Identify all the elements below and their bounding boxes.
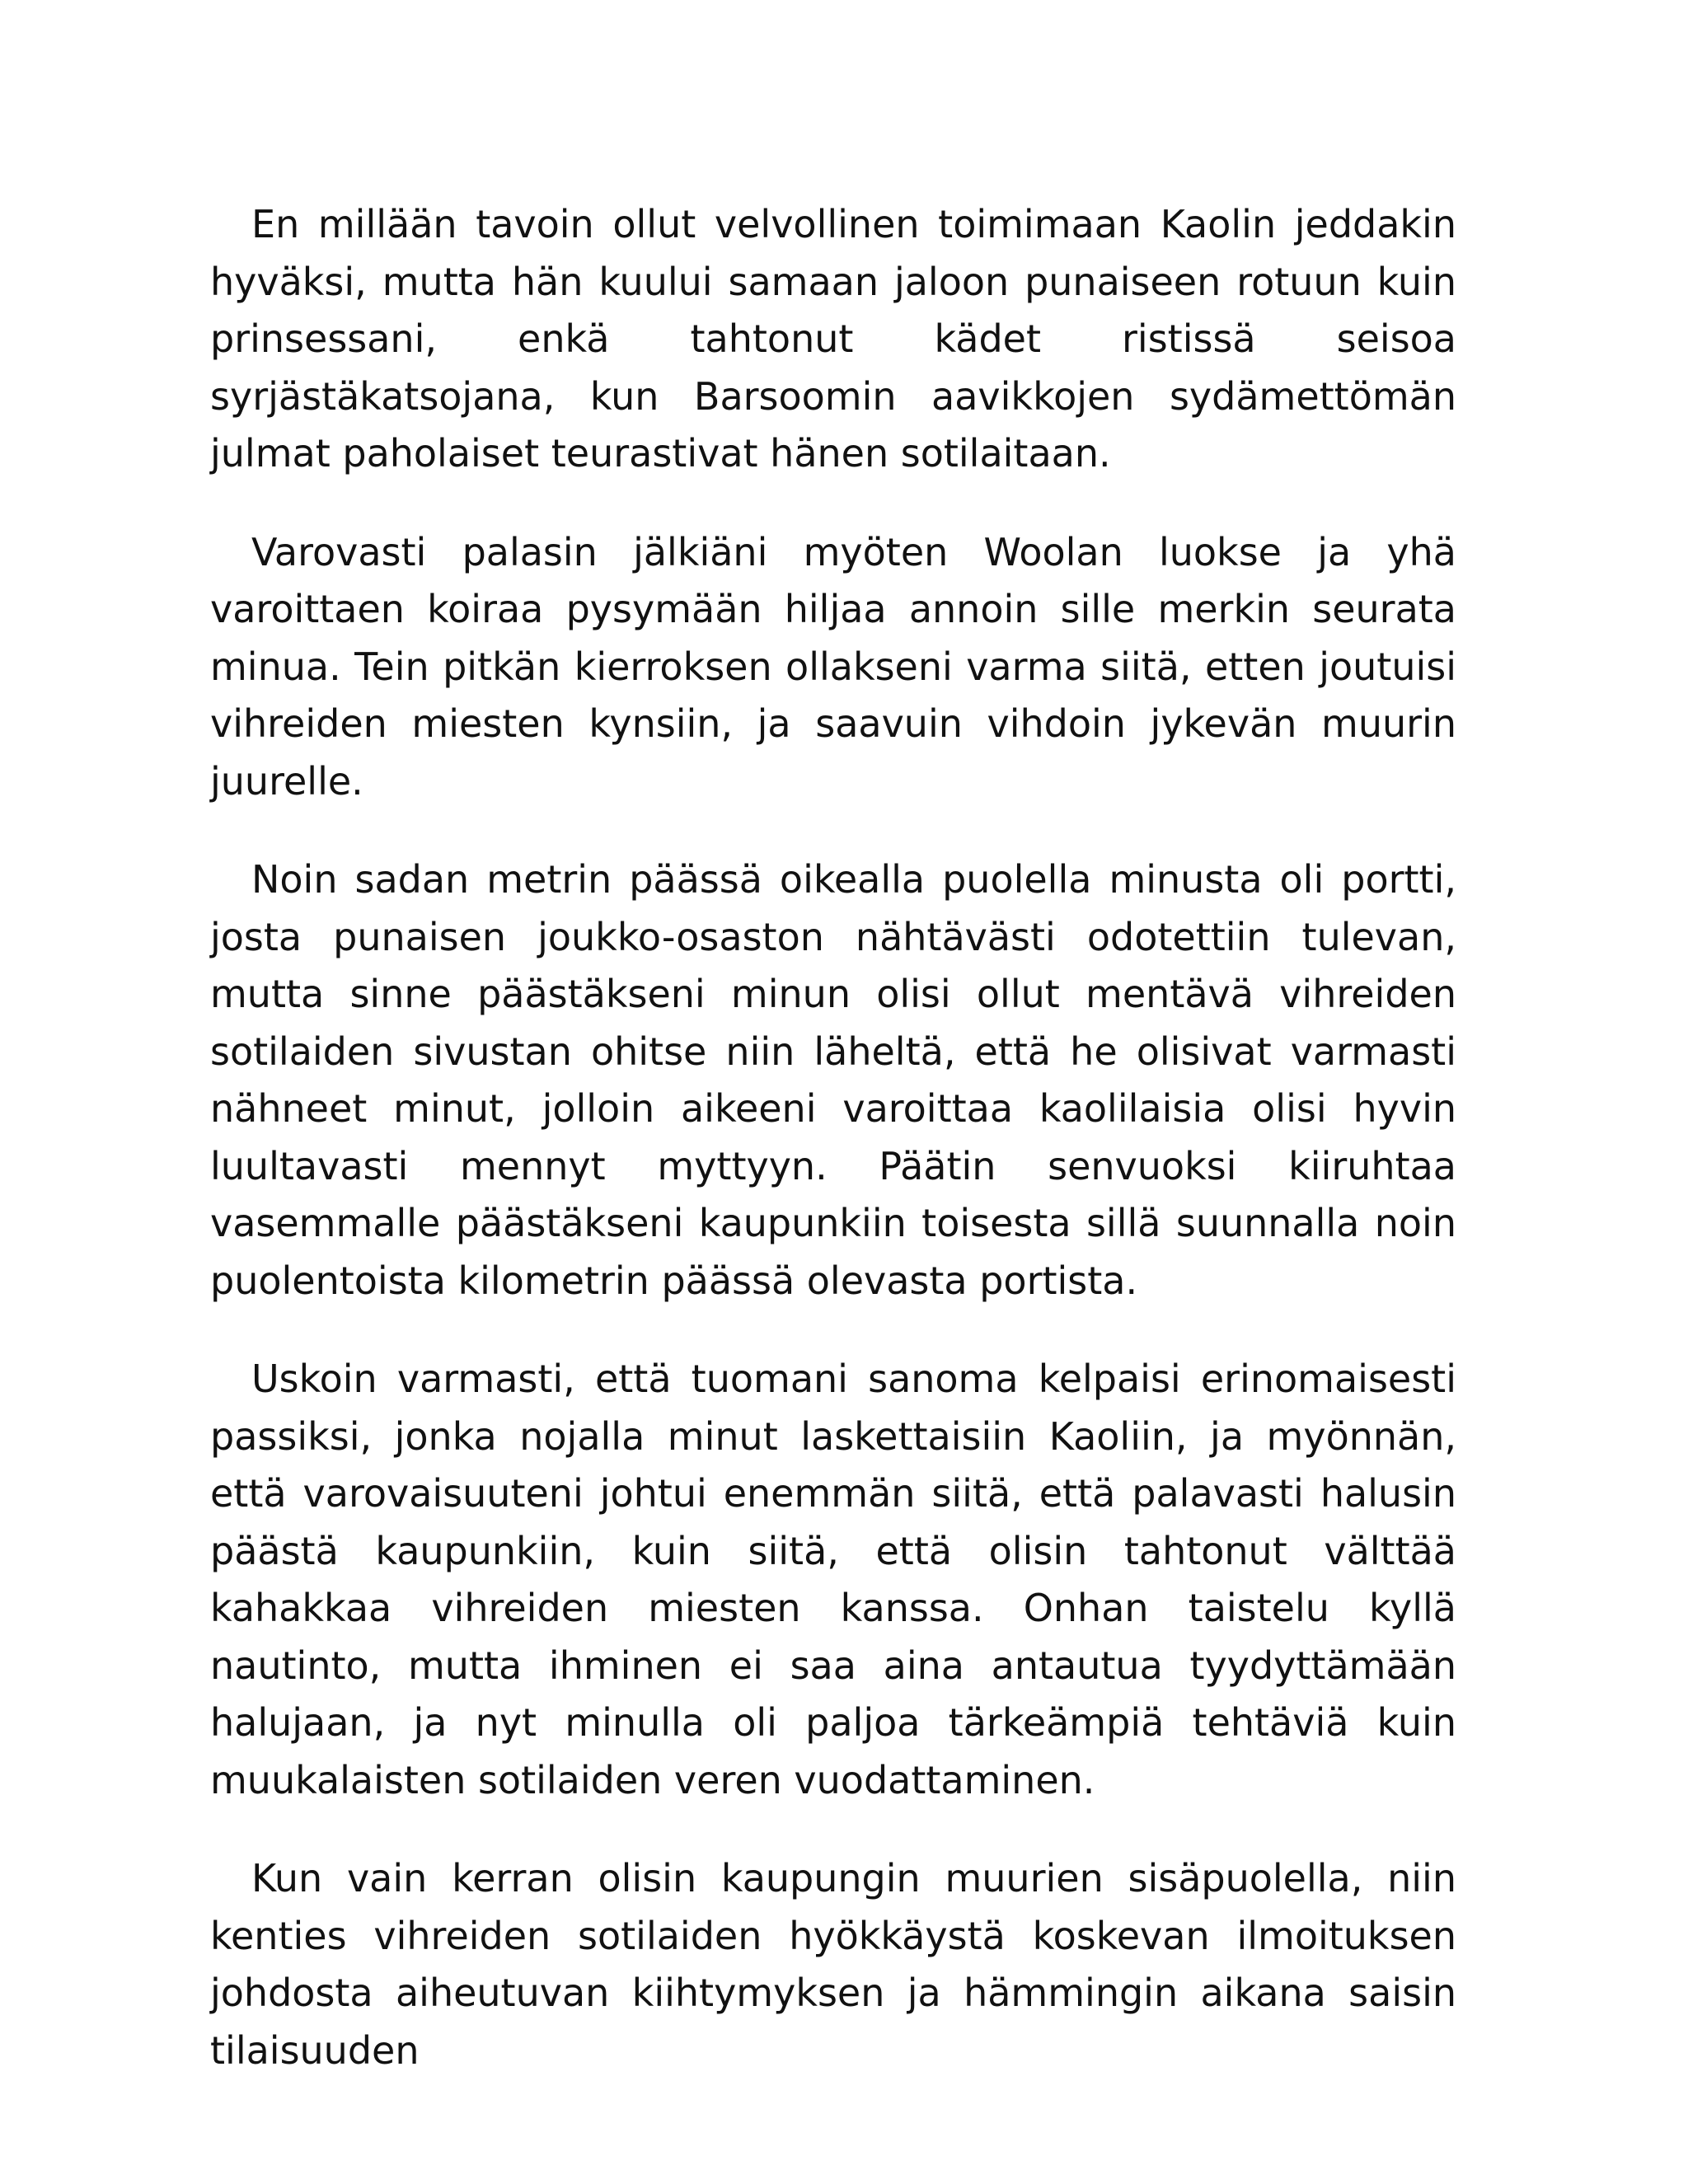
paragraph-2: Varovasti palasin jälkiäni myöten Woolan luokse ja yhä varoittaen koiraa pysymään hiljaa annoin sille merkin seurata minua. Tein pitkän kierroksen ollakseni varma siitä, etten joutuisi vihreiden miesten kynsiin, ja saavuin vihdoin jykevän muurin juurelle. [210,529,1456,804]
paragraph-5: Kun vain kerran olisin kaupungin muurien sisäpuolella, niin kenties vihreiden sotilaiden hyökkäystä koskevan ilmoituksen johdosta aiheutuvan kiihtymyksen ja hämmingin aikana saisin tilaisuuden [210,1856,1456,2073]
text-body [210,196,1456,2121]
paragraph-4: Uskoin varmasti, että tuomani sanoma kelpaisi erinomaisesti passiksi, jonka nojalla minut laskettaisiin Kaoliin, ja myönnän, että varovaisuuteni johtui enemmän siitä, että palavasti halusin päästä kaupunkiin, kuin siitä, että olisin tahtonut välttää kahakkaa vihreiden miesten kanssa. Onhan taistelu kyllä nautinto, mutta ihminen ei saa aina antautua tyydyttämään halujaan, ja nyt minulla oli paljoa tärkeämpiä tehtäviä kuin muukalaisten sotilaiden veren vuodattaminen. [210,1357,1456,1802]
paragraph-3: Noin sadan metrin päässä oikealla puolella minusta oli portti, josta punaisen joukko-osaston nähtävästi odotettiin tulevan, mutta sinne päästäkseni minun olisi ollut mentävä vihreiden sotilaiden sivustan ohitse niin läheltä, että he olisivat varmasti nähneet minut, jolloin aikeeni varoittaa kaolilaisia olisi hyvin luultavasti mennyt myttyyn. Päätin senvuoksi kiiruhtaa vasemmalle päästäkseni kaupunkiin toisesta sillä suunnalla noin puolentoista kilometrin päässä olevasta portista. [210,857,1456,1303]
paragraph-1: En millään tavoin ollut velvollinen toimimaan Kaolin jeddakin hyväksi, mutta hän kuului samaan jaloon punaiseen rotuun kuin prinsessani, enkä tahtonut kädet ristissä seisoa syrjästäkatsojana, kun Barsoomin aavikkojen sydämettömän julmat paholaiset teurastivat hänen sotilaitaan. [210,202,1456,476]
